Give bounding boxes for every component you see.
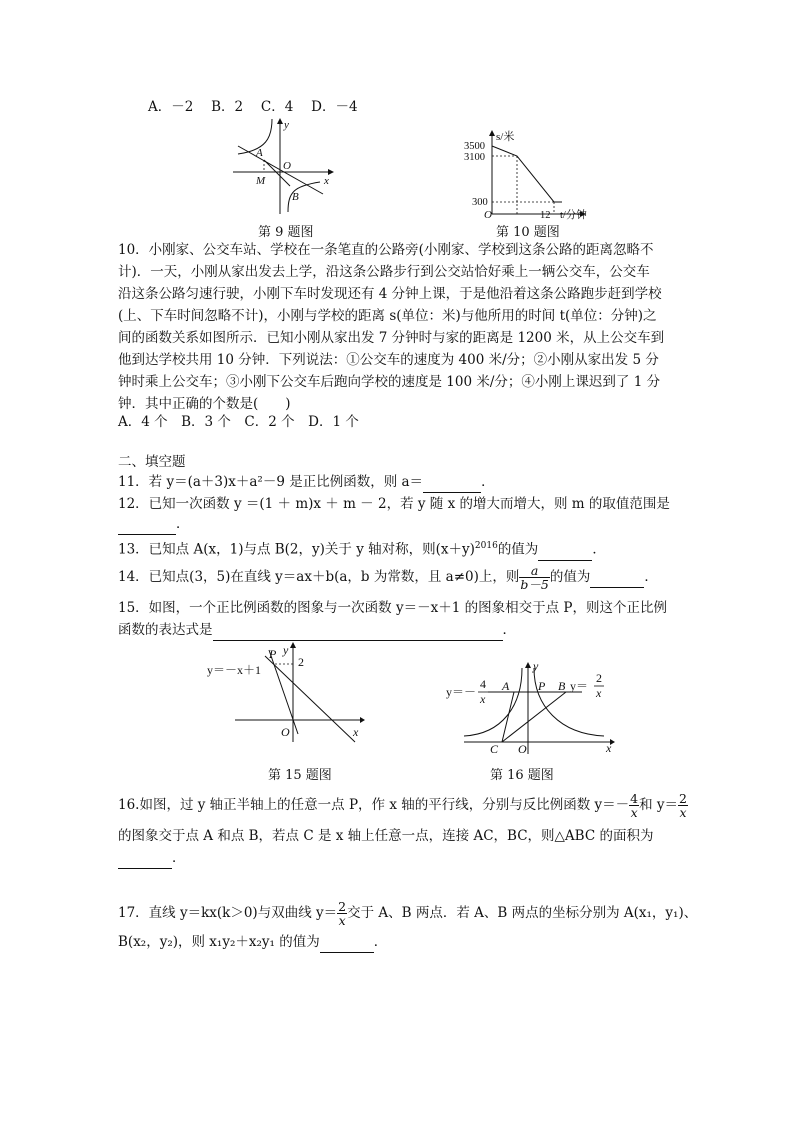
fig16-point-p: P	[538, 679, 546, 693]
q16-line-2: 的图象交于点 A 和点 B，若点 C 是 x 轴上任意一点，连接 AC，BC，则△ABC 的面积为	[118, 828, 654, 844]
q17-fraction	[337, 900, 347, 927]
q14-blank[interactable]	[590, 567, 644, 588]
q14	[118, 560, 658, 594]
q16-fraction-1-num: 4	[630, 791, 639, 806]
fig9-point-a: A	[256, 147, 263, 159]
q15-suffix: ．	[502, 622, 516, 638]
fig15-tick-2: 2	[298, 655, 304, 669]
q13-blank[interactable]	[538, 540, 592, 561]
fig10-y-label: s/米	[496, 131, 515, 143]
q10-line-3: 沿这条公路匀速行驶，小刚下车时发现还有 4 分钟上课，于是他沿着这条公路跑步赶到学校	[118, 286, 662, 302]
q14-mid: 的值为	[549, 569, 591, 585]
q16-fraction-2	[678, 792, 688, 819]
fig10-tick-12: 12	[540, 210, 551, 220]
q14-fraction	[519, 564, 549, 591]
fig10-tick-300: 300	[472, 197, 488, 208]
fig16-y-label: y	[533, 659, 539, 673]
fig10-tick-3500: 3500	[464, 141, 485, 152]
q10-line-7: 钟时乘上公交车；③小刚下公交车后跑向学校的速度是 100 米/分；④小刚上课迟到了 1 分	[118, 374, 661, 390]
fig15-line-label: y＝－x＋1	[207, 663, 262, 677]
q14-fraction-num: a	[519, 564, 549, 578]
q10-line-4: (上、下车时间忽略不计)，小刚与学校的距离 s(单位：米)与他所用的时间 t(单位：分钟)之	[118, 308, 657, 324]
q10-line-5: 间的函数关系如图所示．已知小刚从家出发 7 分钟时与家的距离是 1200 米，从上公交车到	[118, 330, 665, 346]
q15-blank[interactable]	[213, 620, 503, 641]
q13-mid: 的值为	[497, 541, 539, 558]
fig9-point-b: B	[292, 191, 299, 203]
q15-text: 函数的表达式是	[118, 622, 213, 638]
caption-figure-9: 第 9 题图	[258, 225, 314, 240]
caption-figure-10: 第 10 题图	[496, 225, 560, 240]
q16-and: 和 y＝	[639, 797, 679, 813]
q10-line-8: 钟．其中正确的个数是( )	[118, 396, 291, 412]
q9-options: A．－2 B．2 C．4 D．－4	[148, 99, 358, 115]
section-title: 二、填空题	[118, 454, 186, 470]
q11-blank[interactable]	[423, 472, 481, 493]
q17-line-2	[118, 932, 387, 953]
q12-line-2	[118, 514, 190, 535]
q17-blank[interactable]	[320, 932, 374, 953]
q16-blank[interactable]	[118, 848, 172, 869]
figure-9	[228, 116, 338, 216]
q12-suffix: ．	[176, 516, 190, 532]
fig16-right-num: 2	[596, 671, 602, 685]
fig9-x-label: x	[324, 175, 329, 187]
figure-10	[462, 128, 602, 220]
fig16-right-den: x	[596, 686, 602, 700]
fig15-origin: O	[281, 725, 290, 739]
q16-fraction-2-den: x	[679, 805, 687, 820]
q16-fraction-2-num: 2	[679, 791, 687, 806]
q10-line-2: 计)．一天，小刚从家出发去上学，沿这条公路步行到公交站恰好乘上一辆公交车，公交车	[118, 264, 650, 280]
q12-line-1: 12．已知一次函数 y ＝(1 ＋ m)x ＋ m － 2，若 y 随 x 的增大而增大，则 m 的取值范围是	[118, 496, 670, 512]
q15-line-1: 15．如图，一个正比例函数的图象与一次函数 y＝－x＋1 的图象相交于点 P，则这个正比例	[118, 600, 667, 616]
q16-line-3	[118, 848, 186, 869]
q12-blank[interactable]	[118, 514, 176, 535]
fig10-x-label: t/分钟	[560, 210, 587, 220]
q16-fraction-1-den: x	[630, 805, 638, 820]
q17-fraction-num: 2	[338, 899, 347, 914]
q13-exponent: 2016	[474, 541, 498, 551]
q10-line-1: 10．小刚家、公交车站、学校在一条笔直的公路旁(小刚家、学校到这条公路的距离忽略不	[118, 242, 654, 258]
figure-16	[442, 656, 620, 756]
q13	[118, 536, 606, 561]
fig9-origin: O	[283, 160, 291, 172]
q11-suffix: ．	[481, 474, 495, 490]
fig10-tick-3100: 3100	[464, 152, 485, 163]
fig15-y-label: y	[283, 643, 289, 657]
q17-rest: 交于 A、B 两点．若 A、B 两点的坐标分别为 A(x₁，y₁)、	[347, 905, 698, 921]
fig10-origin: O	[484, 209, 492, 220]
q17-fraction-den: x	[338, 913, 346, 928]
q13-text: 13．已知点 A(x，1)与点 B(2，y)关于 y 轴对称，则(x＋y)	[118, 541, 475, 558]
fig16-left-den: x	[480, 692, 486, 706]
q10-line-6: 他到达学校共用 10 分钟．下列说法：①公交车的速度为 400 米/分；②小刚从家出发 5 分	[118, 352, 659, 368]
fig16-x-label: x	[606, 741, 612, 755]
fig16-point-a: A	[502, 679, 510, 693]
q17-text: 17．直线 y＝kx(k＞0)与双曲线 y＝	[118, 905, 338, 921]
q14-text: 14．已知点(3，5)在直线 y＝ax＋b(a，b 为常数，且 a≠0)上，则	[118, 569, 520, 585]
fig9-y-label: y	[284, 119, 289, 131]
figure-15	[205, 640, 365, 746]
q16-line-1	[118, 788, 688, 822]
fig15-point-p: P	[269, 647, 277, 661]
fig16-right-label: y＝	[570, 679, 589, 693]
fig16-left-label: y＝－	[446, 685, 477, 699]
q10-options: A．4 个 B．3 个 C．2 个 D．1 个	[118, 414, 359, 430]
q16-fraction-1	[629, 792, 639, 819]
caption-figure-15: 第 15 题图	[268, 768, 332, 783]
q14-suffix: ．	[644, 569, 658, 585]
caption-figure-16: 第 16 题图	[490, 768, 554, 783]
fig16-origin: O	[518, 742, 527, 756]
q17-line-1	[118, 896, 697, 930]
fig16-point-c: C	[490, 742, 499, 756]
fig9-point-m: M	[256, 175, 266, 187]
q11-text: 11．若 y＝(a＋3)x＋a²－9 是正比例函数，则 a＝	[118, 474, 424, 490]
fig16-left-num: 4	[480, 677, 486, 691]
q15-line-2	[118, 620, 516, 641]
q13-suffix: ．	[592, 541, 606, 558]
q17-suffix: ．	[373, 934, 388, 950]
fig16-point-b: B	[558, 679, 566, 693]
q16-suffix: ．	[172, 850, 186, 866]
q16-text: 16.如图，过 y 轴正半轴上的任意一点 P，作 x 轴的平行线，分别与反比例函数 y＝－	[118, 797, 630, 813]
q14-fraction-den: b－5	[520, 577, 549, 592]
fig15-x-label: x	[353, 725, 359, 739]
q17-line-2-text: B(x₂，y₂)，则 x₁y₂＋x₂y₁ 的值为	[118, 934, 320, 950]
q11	[118, 472, 495, 493]
